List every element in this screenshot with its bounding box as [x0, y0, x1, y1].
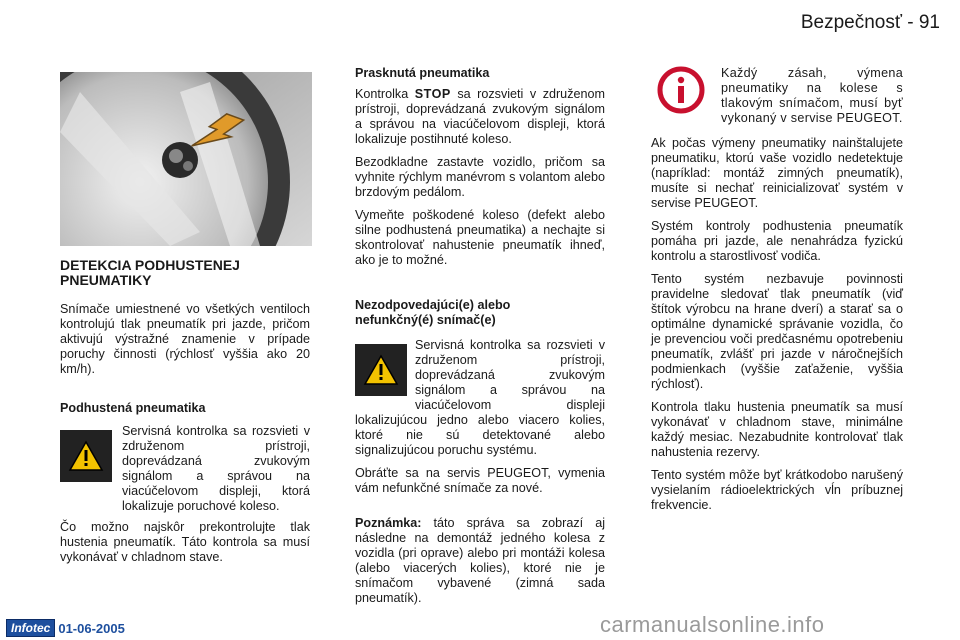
column-left — [60, 258, 310, 573]
sensor-warning-text: Servisná kontrolka sa rozsvieti v združenom prístroji, doprevádzaná zvukovým signálom a správou na viacúčelovom displeji lokalizujúcou jedno alebo viacero kolies, ktoré nie sú detektované alebo signalizujúcou poruchu systému. — [355, 338, 605, 457]
warning-triangle-icon — [60, 430, 112, 482]
column-middle — [355, 66, 605, 614]
column-right — [651, 66, 903, 521]
warning-text: Servisná kontrolka sa rozsvieti v združenom prístroji, doprevádzaná zvukovým signálom a správou na viacúčelovom displeji, ktorá lokalizuje poruchové koleso. — [122, 424, 310, 513]
punctured-paragraph-1 — [355, 87, 605, 147]
footer-date: 01-06-2005 — [58, 620, 125, 636]
info-text: Každý zásah, výmena pneumatiky na kolese s tlakovým snímačom, musí byť vykonaný v servise PEUGEOT. — [721, 66, 903, 125]
heading-faulty-sensors: Nezodpovedajúci(e) alebo nefunkčný(é) snímač(e) — [355, 298, 511, 327]
note-label: Poznámka: — [355, 516, 422, 530]
right-paragraph-5: Tento systém môže byť krátkodobo narušený vysielaním rádioelektrických vĺn príbuznej frekvencie. — [651, 468, 903, 512]
check-pressure-paragraph: Čo možno najskôr prekontrolujte tlak hustenia pneumatík. Táto kontrola sa musí vykonávať v chladnom stave. — [60, 520, 310, 564]
footer — [6, 620, 125, 636]
intro-paragraph: Snímače umiestnené vo všetkých ventiloch kontrolujú tlak pneumatík pri jazde, pričom aktivujú výstražné znamenie v prípade poruchy činnosti (rýchlosť vyššia ako 20 km/h). — [60, 302, 310, 376]
text-kontrolka: Kontrolka — [355, 87, 415, 101]
info-block — [651, 66, 903, 126]
warning-block — [60, 424, 310, 514]
warning-block-sensors — [355, 338, 605, 458]
right-paragraph-2: Systém kontroly podhustenia pneumatík pomáha pri jazde, ale nenahrádza fyzickú kontrolu a starostlivosť vodiča. — [651, 219, 903, 263]
stop-label: STOP — [414, 87, 451, 101]
contact-service-paragraph: Obráťte sa na servis PEUGEOT, vymenia vám nefunkčné snímače za nové. — [355, 466, 605, 495]
right-paragraph-3: Tento systém nezbavuje povinnosti pravidelne sledovať tlak pneumatík (viď štítok výrobcu na hrane dverí) a starať sa o optimálne dynamické správanie vozidla, čo je prevenciou voči predčasnému opotrebeniu pneumatík, zvlášť pri jazde v náročnejších podmienkach (vyššie zaťaženie, vyššia rýchlosť). — [651, 272, 903, 391]
text-rozsvieti: sa rozsvieti v združenom prístroji, doprevádzaná zvukovým signálom a správou na viacúčelovom displeji, ktorá lokalizuje postihnuté koleso. — [355, 87, 605, 146]
subheading-underinflated: Podhustená pneumatika — [60, 401, 206, 415]
note-text: táto správa sa zobrazí aj následne na demontáž jedného kolesa z vozidla (pri oprave) alebo pri montáži kolesa (alebo viacerých kolies), ktoré nie je snímačom vybavené (zimná sada pneumatík). — [355, 516, 605, 605]
wheel-photo-illustration — [60, 72, 312, 246]
note-paragraph — [355, 516, 605, 606]
right-paragraph-4: Kontrola tlaku hustenia pneumatík sa musí vykonávať v chladnom stave, minimálne každý mesiac. Nezabudnite kontrolovať tlak nahustenia rezervy. — [651, 400, 903, 459]
infotec-logo: Infotec — [6, 619, 55, 637]
warning-triangle-icon — [355, 344, 407, 396]
info-circle-icon — [657, 66, 705, 114]
punctured-paragraph-3: Vymeňte poškodené koleso (defekt alebo silne podhustená pneumatika) a nechajte si skontrolovať nahustenie pneumatík ihneď, ako je to možné. — [355, 208, 605, 267]
section-heading: DETEKCIA PODHUSTENEJ PNEUMATIKY — [60, 257, 240, 288]
page-title: Bezpečnosť - 91 — [800, 12, 940, 33]
wheel-valve-photo — [60, 72, 312, 246]
heading-punctured-tire: Prasknutá pneumatika — [355, 66, 490, 80]
punctured-paragraph-2: Bezodkladne zastavte vozidlo, pričom sa vyhnite rýchlym manévrom s volantom alebo brzdovým pedálom. — [355, 155, 605, 199]
right-paragraph-1: Ak počas výmeny pneumatiky nainštalujete pneumatiku, ktorú vaše vozidlo nedetektuje (napríklad: montáž zimných pneumatík), musíte si nechať reinicializovať systém v servise PEUGEOT. — [651, 136, 903, 210]
watermark: carmanualsonline.info — [600, 612, 825, 637]
